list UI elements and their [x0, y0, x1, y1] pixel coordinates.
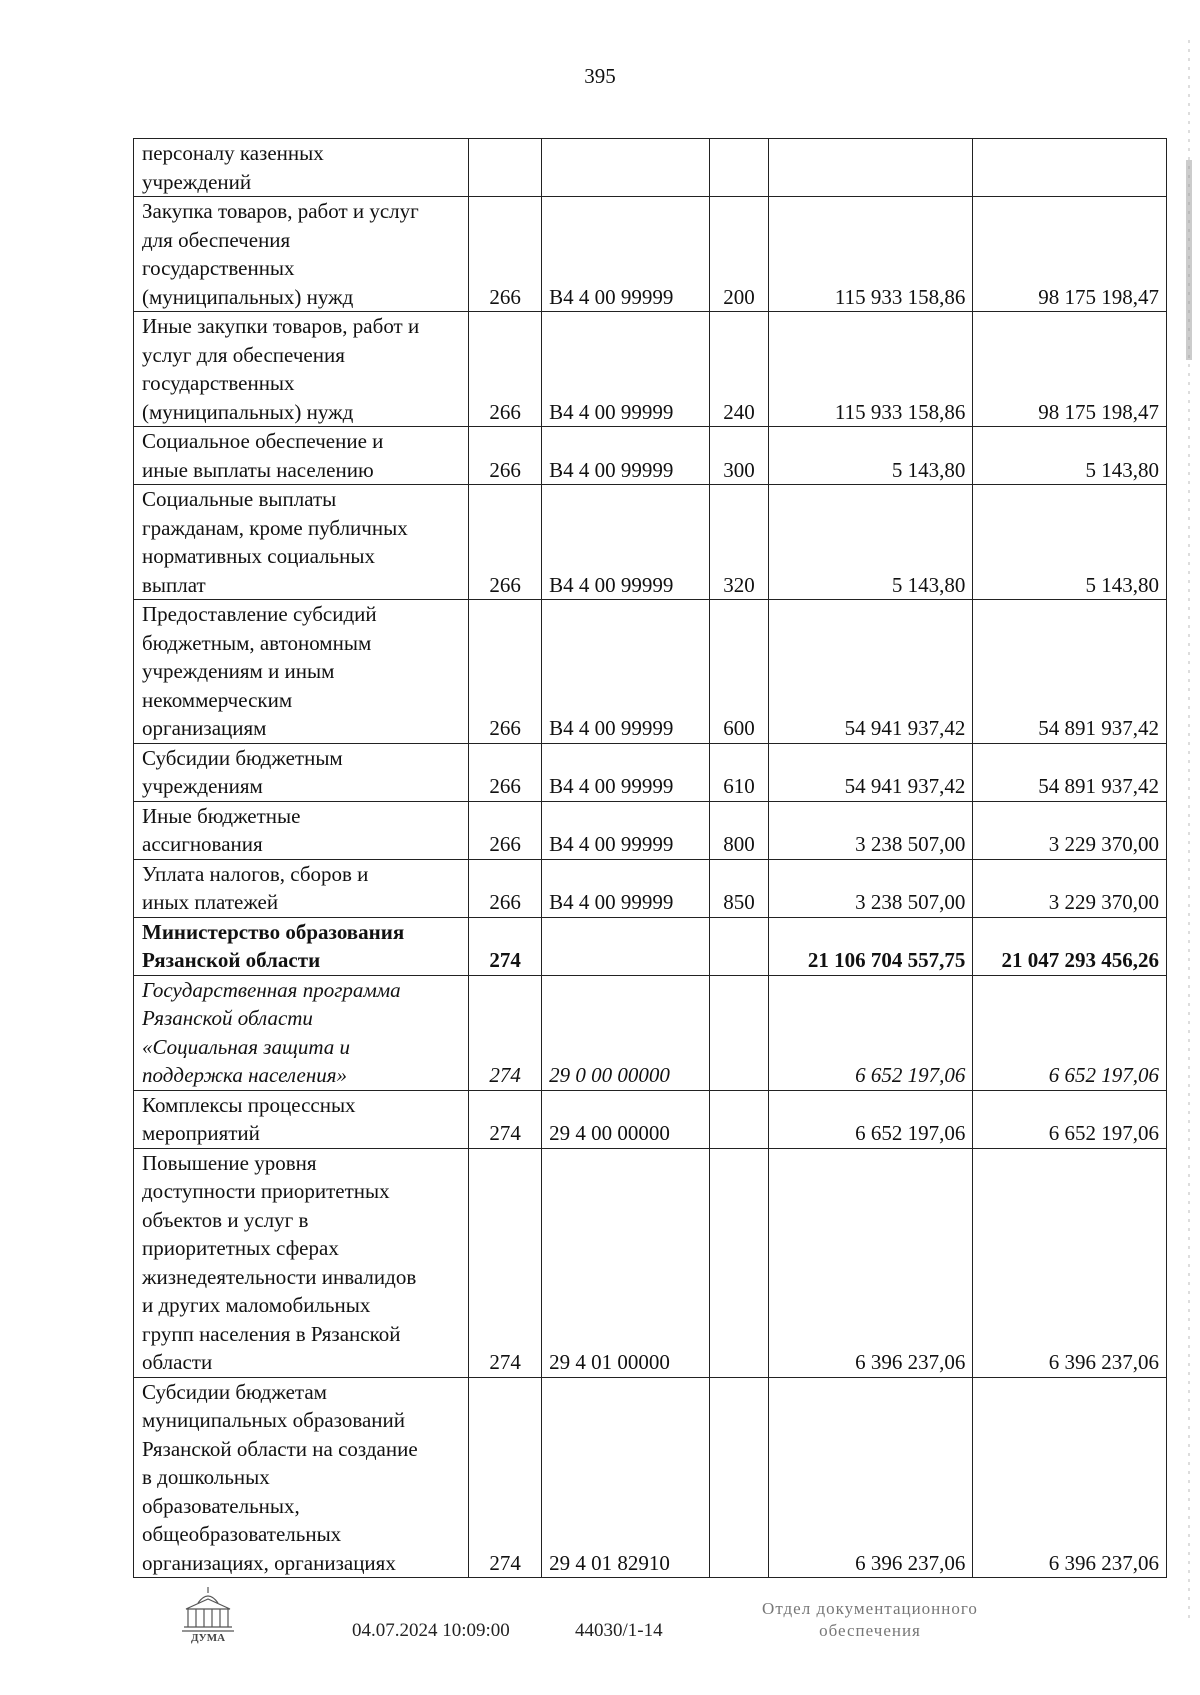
row-amount-2026-cell: 5 143,80	[973, 427, 1167, 485]
table-row	[134, 743, 1167, 801]
row-amount-2026-cell: 6 652 197,06	[973, 1090, 1167, 1148]
table-row	[134, 427, 1167, 485]
stamp-line-2: обеспечения	[819, 1621, 921, 1640]
row-name-cell: Уплата налогов, сборов и иных платежей	[134, 859, 469, 917]
row-amount-2026-cell: 6 396 237,06	[973, 1148, 1167, 1377]
row-expense-type-cell: 800	[710, 801, 769, 859]
stamp-line-1: Отдел документационного	[762, 1599, 978, 1618]
row-name-cell: Повышение уровня доступности приоритетных объектов и услуг в приоритетных сферах жизнедеятельности инвалидов и других маломобильных групп населения в Рязанской области	[134, 1148, 469, 1377]
row-admin-code-cell: 266	[469, 312, 542, 427]
footer-date: 04.07.2024 10:09:00	[352, 1620, 510, 1641]
row-admin-code-cell: 266	[469, 485, 542, 600]
row-amount-2025-cell: 3 238 507,00	[768, 859, 973, 917]
row-target-article-cell: B4 4 00 99999	[542, 485, 710, 600]
row-name-cell: Социальные выплаты гражданам, кроме публичных нормативных социальных выплат	[134, 485, 469, 600]
row-amount-2025-cell: 115 933 158,86	[768, 312, 973, 427]
row-amount-2026-cell: 21 047 293 456,26	[973, 917, 1167, 975]
row-amount-2025-cell: 5 143,80	[768, 485, 973, 600]
row-amount-2025-cell: 21 106 704 557,75	[768, 917, 973, 975]
row-admin-code-cell: 266	[469, 600, 542, 744]
row-amount-2025-cell: 6 396 237,06	[768, 1148, 973, 1377]
budget-table-body	[134, 139, 1167, 1578]
row-amount-2026-cell: 3 229 370,00	[973, 859, 1167, 917]
table-row	[134, 859, 1167, 917]
row-admin-code-cell	[469, 139, 542, 197]
row-admin-code-cell: 274	[469, 1148, 542, 1377]
row-expense-type-cell: 200	[710, 197, 769, 312]
row-expense-type-cell: 850	[710, 859, 769, 917]
row-admin-code-cell: 274	[469, 917, 542, 975]
table-row	[134, 975, 1167, 1090]
row-amount-2026-cell: 6 652 197,06	[973, 975, 1167, 1090]
budget-table	[133, 138, 1167, 1578]
logo-text: ДУМА	[190, 1632, 226, 1644]
row-amount-2026-cell: 5 143,80	[973, 485, 1167, 600]
row-name-cell: Министерство образования Рязанской области	[134, 917, 469, 975]
table-row	[134, 1377, 1167, 1578]
row-admin-code-cell: 274	[469, 1090, 542, 1148]
row-name-cell: Социальное обеспечение и иные выплаты населению	[134, 427, 469, 485]
row-name-cell: Иные закупки товаров, работ и услуг для обеспечения государственных (муниципальных) нужд	[134, 312, 469, 427]
row-amount-2025-cell: 5 143,80	[768, 427, 973, 485]
table-row	[134, 139, 1167, 197]
table-row	[134, 600, 1167, 744]
row-name-cell: Предоставление субсидий бюджетным, автономным учреждениям и иным некоммерческим организациям	[134, 600, 469, 744]
row-expense-type-cell: 600	[710, 600, 769, 744]
row-name-cell: Субсидии бюджетам муниципальных образований Рязанской области на создание в дошкольных образовательных, общеобразовательных организациях, организациях	[134, 1377, 469, 1578]
row-amount-2026-cell: 98 175 198,47	[973, 197, 1167, 312]
row-target-article-cell: B4 4 00 99999	[542, 859, 710, 917]
row-target-article-cell: 29 0 00 00000	[542, 975, 710, 1090]
row-target-article-cell: B4 4 00 99999	[542, 427, 710, 485]
row-expense-type-cell: 240	[710, 312, 769, 427]
row-admin-code-cell: 266	[469, 801, 542, 859]
row-expense-type-cell: 610	[710, 743, 769, 801]
row-amount-2025-cell: 6 652 197,06	[768, 1090, 973, 1148]
table-row	[134, 485, 1167, 600]
row-target-article-cell: B4 4 00 99999	[542, 312, 710, 427]
duma-building-logo-icon	[178, 1583, 238, 1645]
row-target-article-cell	[542, 139, 710, 197]
row-admin-code-cell: 266	[469, 743, 542, 801]
row-expense-type-cell: 320	[710, 485, 769, 600]
table-row	[134, 801, 1167, 859]
row-amount-2025-cell: 54 941 937,42	[768, 600, 973, 744]
row-amount-2026-cell	[973, 139, 1167, 197]
row-amount-2026-cell: 54 891 937,42	[973, 600, 1167, 744]
table-row	[134, 1090, 1167, 1148]
page-number: 395	[584, 64, 616, 88]
row-admin-code-cell: 274	[469, 975, 542, 1090]
row-admin-code-cell: 274	[469, 1377, 542, 1578]
row-target-article-cell: B4 4 00 99999	[542, 801, 710, 859]
row-amount-2026-cell: 54 891 937,42	[973, 743, 1167, 801]
row-expense-type-cell	[710, 1148, 769, 1377]
row-target-article-cell: 29 4 01 00000	[542, 1148, 710, 1377]
table-row	[134, 1148, 1167, 1377]
row-admin-code-cell: 266	[469, 427, 542, 485]
row-name-cell: Субсидии бюджетным учреждениям	[134, 743, 469, 801]
row-admin-code-cell: 266	[469, 197, 542, 312]
row-name-cell: Иные бюджетные ассигнования	[134, 801, 469, 859]
row-target-article-cell	[542, 917, 710, 975]
row-amount-2026-cell: 6 396 237,06	[973, 1377, 1167, 1578]
row-expense-type-cell	[710, 917, 769, 975]
table-row	[134, 917, 1167, 975]
row-admin-code-cell: 266	[469, 859, 542, 917]
row-expense-type-cell	[710, 139, 769, 197]
table-row	[134, 197, 1167, 312]
row-amount-2025-cell: 3 238 507,00	[768, 801, 973, 859]
row-name-cell: Закупка товаров, работ и услуг для обеспечения государственных (муниципальных) нужд	[134, 197, 469, 312]
row-target-article-cell: B4 4 00 99999	[542, 743, 710, 801]
row-amount-2026-cell: 98 175 198,47	[973, 312, 1167, 427]
row-amount-2025-cell: 54 941 937,42	[768, 743, 973, 801]
row-amount-2025-cell: 6 396 237,06	[768, 1377, 973, 1578]
row-name-cell: Государственная программа Рязанской области «Социальная защита и поддержка населения»	[134, 975, 469, 1090]
row-amount-2025-cell	[768, 139, 973, 197]
row-expense-type-cell	[710, 1377, 769, 1578]
row-expense-type-cell	[710, 1090, 769, 1148]
row-amount-2025-cell: 6 652 197,06	[768, 975, 973, 1090]
row-target-article-cell: 29 4 01 82910	[542, 1377, 710, 1578]
row-expense-type-cell: 300	[710, 427, 769, 485]
row-amount-2026-cell: 3 229 370,00	[973, 801, 1167, 859]
footer-registration-number: 44030/1-14	[575, 1620, 663, 1641]
scan-edge-marks	[1184, 40, 1194, 1620]
row-target-article-cell: B4 4 00 99999	[542, 197, 710, 312]
row-target-article-cell: 29 4 00 00000	[542, 1090, 710, 1148]
row-name-cell: персоналу казенных учреждений	[134, 139, 469, 197]
row-name-cell: Комплексы процессных мероприятий	[134, 1090, 469, 1148]
row-amount-2025-cell: 115 933 158,86	[768, 197, 973, 312]
table-row	[134, 312, 1167, 427]
department-stamp	[710, 1598, 1030, 1642]
row-expense-type-cell	[710, 975, 769, 1090]
row-target-article-cell: B4 4 00 99999	[542, 600, 710, 744]
